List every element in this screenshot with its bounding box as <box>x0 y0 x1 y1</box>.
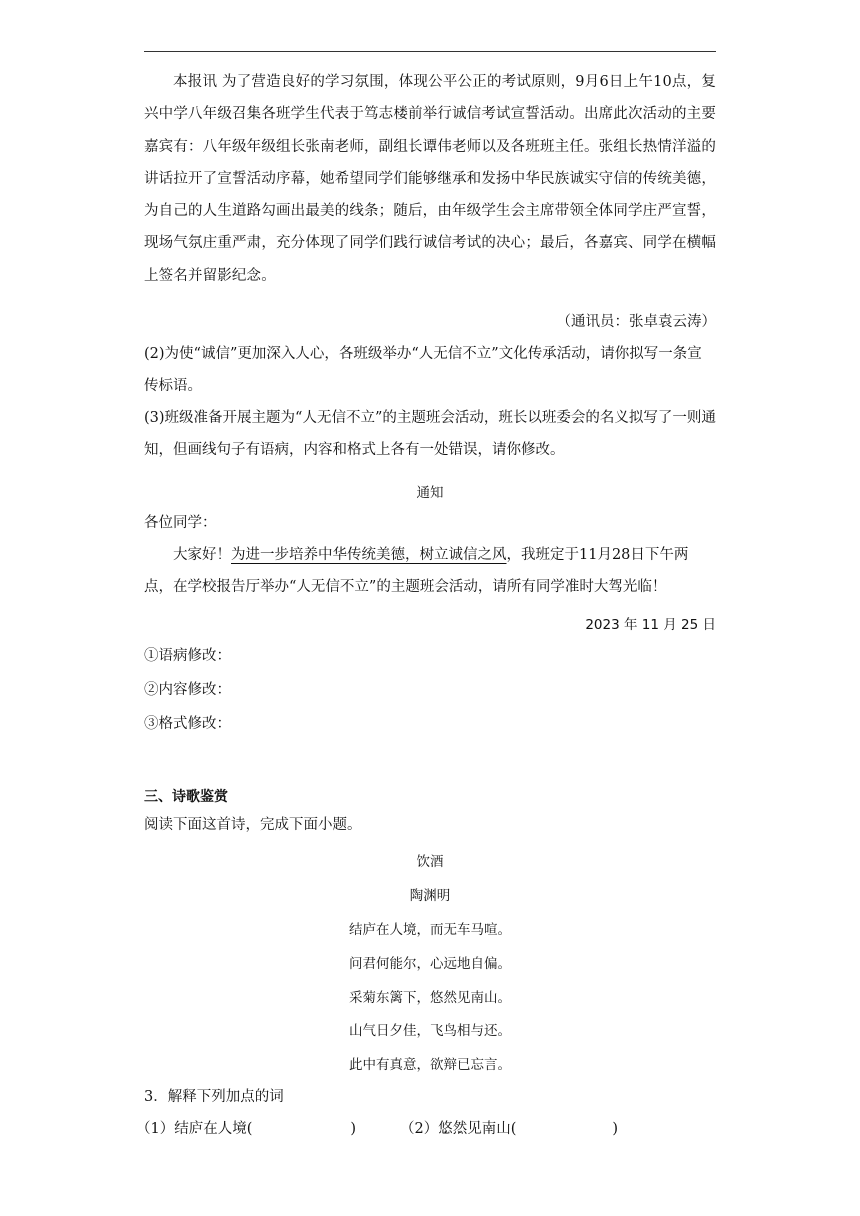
question-item-3: 3．解释下列加点的词 <box>144 1089 284 1105</box>
notice-underlined-sentence: 为进一步培养中华传统美德，树立诚信之风 <box>231 547 507 563</box>
notice-greeting: 大家好！ <box>173 547 231 563</box>
part-1-prefix: （1）结 <box>136 1121 189 1137</box>
poem-line: 此中有真意，欲辩已忘言。 <box>349 1057 511 1073</box>
poem-line: 采菊东篱下，悠然见南山。 <box>349 990 511 1006</box>
poem-line: 问君何能尔，心远地自偏。 <box>349 956 511 972</box>
part-2-prefix: （2） <box>400 1121 439 1137</box>
notice-body-rest: ，我班定于11月28日下午两点，在学校报告厅举办“人无信不立”的主题班会活动，请所有同学准时大驾光临！ <box>144 547 689 596</box>
correspondent: （通讯员：张卓袁云涛） <box>556 314 716 330</box>
notice-salutation: 各位同学： <box>144 515 217 531</box>
poem-title: 饮酒 <box>416 854 444 870</box>
part-1-text: 在人境( <box>203 1121 253 1137</box>
section-heading: 三、诗歌鉴赏 <box>144 789 228 805</box>
dotted-word-you: 悠 · <box>438 1121 453 1137</box>
notice-date: 2023 年 11 月 25 日 <box>585 617 716 633</box>
dotted-word-lu: 庐 · <box>189 1121 204 1137</box>
notice-body <box>144 539 716 604</box>
part-1-close: ) <box>350 1121 357 1137</box>
poem-author: 陶渊明 <box>409 888 451 904</box>
answer-format: ③格式修改： <box>144 716 231 732</box>
section-instruction: 阅读下面这首诗，完成下面小题。 <box>144 817 362 833</box>
part-2-close: ) <box>612 1121 619 1137</box>
question-2: (2)为使“诚信”更加深入人心，各班级举办“人无信不立”文化传承活动，请你拟写一条宣传标语。 <box>144 346 702 395</box>
notice-title: 通知 <box>416 485 444 501</box>
question-item-3-part-2 <box>400 1113 720 1145</box>
answer-grammar: ①语病修改： <box>144 648 231 664</box>
news-paragraph: 本报讯 为了营造良好的学习氛围，体现公平公正的考试原则，9月6日上午10点，复兴中学八年级召集各班学生代表于笃志楼前举行诚信考试宣誓活动。出席此次活动的主要嘉宾有：八年级年级组长张南老师，副组长谭伟老师以及各班班主任。张组长热情洋溢的讲话拉开了宣誓活动序幕，她希望同学们能够继承和发扬中华民族诚实守信的传统美德，为自己的人生道路勾画出最美的线条；随后，由年级学生会主席带领全体同学庄严宣誓，现场气氛庄重严肃，充分体现了同学们践行诚信考试的决心；最后，各嘉宾、同学在横幅上签名并留影纪念。 <box>144 74 716 284</box>
poem-line: 结庐在人境，而无车马喧。 <box>349 922 511 938</box>
poem-line: 山气日夕佳，飞鸟相与还。 <box>349 1023 511 1039</box>
dotted-word-ran: 然 · <box>453 1121 468 1137</box>
header-rule <box>144 51 716 52</box>
answer-content: ②内容修改： <box>144 682 231 698</box>
question-3: (3)班级准备开展主题为“人无信不立”的主题班会活动，班长以班委会的名义拟写了一则通知，但画线句子有语病，内容和格式上各有一处错误，请你修改。 <box>144 410 716 459</box>
part-2-text: 见南山( <box>467 1121 517 1137</box>
